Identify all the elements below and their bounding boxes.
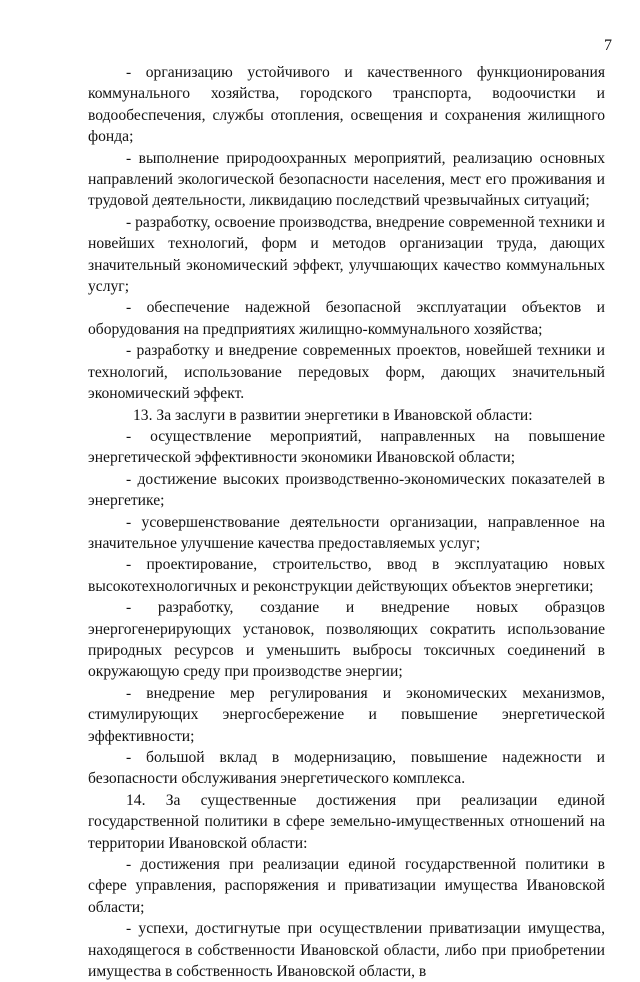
list-item-property-management: - достижения при реализации единой государственной политики в сфере управления, распоряжения и приватизации имущества Ивановской области; <box>88 856 605 916</box>
list-item-energy-saving-regulation: - внедрение мер регулирования и экономических механизмов, стимулирующих энергосбережение и повышение энергетической эффективности; <box>88 684 605 745</box>
list-item-environmental-measures: - выполнение природоохранных мероприятий, реализацию основных направлений экологической безопасности населения, мест его проживания и трудовой деятельности, ликвидацию последствий чрезвычайных ситуаций; <box>88 149 605 210</box>
list-item-energy-installations: - разработку, создание и внедрение новых образцов энергогенерирующих установок, позволяющих сократить использование природных ресурсов и уменьшить выбросы токсичных соединений в окружающую среду при производстве энергии; <box>88 599 605 681</box>
list-item-energy-modernization: - большой вклад в модернизацию, повышение надежности и безопасности обслуживания энергетического комплекса. <box>88 749 605 788</box>
list-item-service-quality: - усовершенствование деятельности организации, направленное на значительное улучшение качества предоставляемых услуг; <box>88 513 605 552</box>
list-item-technology-development: - разработку, освоение производства, внедрение современной техники и новейших технологий, форм и методов организации труда, дающих значительный экономический эффект, улучшающих качество коммунальных услуг; <box>88 213 605 296</box>
list-item-energy-efficiency: - осуществление мероприятий, направленных на повышение энергетической эффективности экономики Ивановской области; <box>88 427 605 467</box>
list-item-energy-indicators: - достижение высоких производственно-экономических показателей в энергетике; <box>88 470 605 510</box>
document-body <box>88 62 605 982</box>
page-number: 7 <box>604 37 612 54</box>
list-item-privatization: - успехи, достигнутые при осуществлении приватизации имущества, находящегося в собственности Ивановской области, либо при приобретении имущества в собственность Ивановской области, в <box>88 920 605 981</box>
section-14-heading: 14. За существенные достижения при реализации единой государственной политики в сфере земельно-имущественных отношений на территории Ивановской области: <box>88 791 605 852</box>
list-item-energy-construction: - проектирование, строительство, ввод в эксплуатацию новых высокотехнологичных и реконструкции действующих объектов энергетики; <box>88 556 605 595</box>
list-item-housing-operation: - организацию устойчивого и качественного функционирования коммунального хозяйства, городского транспорта, водоочистки и водообеспечения, службы отопления, освещения и сохранения жилищного фонда; <box>88 64 605 146</box>
section-13-heading: 13. За заслуги в развитии энергетики в Ивановской области: <box>133 406 533 424</box>
list-item-safe-operation: - обеспечение надежной безопасной эксплуатации объектов и оборудования на предприятиях жилищно-коммунального хозяйства; <box>88 299 605 338</box>
list-item-modern-projects: - разработку и внедрение современных проектов, новейшей техники и технологий, использование передовых форм, дающих значительный экономический эффект. <box>88 342 605 403</box>
